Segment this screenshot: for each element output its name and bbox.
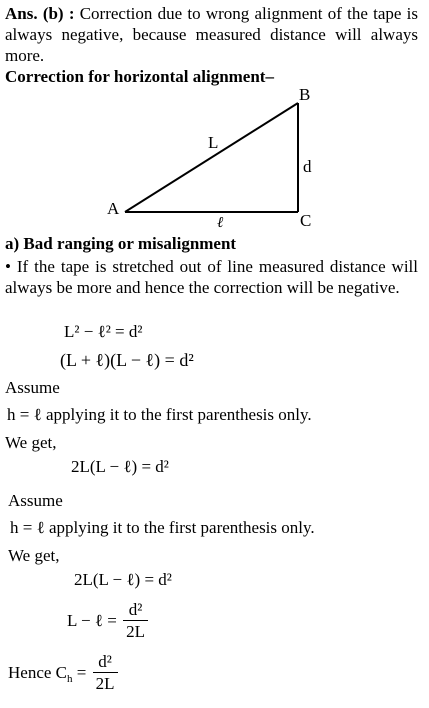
equation-6 bbox=[8, 653, 118, 693]
equation-4: 2L(L − ℓ) = d² bbox=[74, 570, 172, 589]
vertex-label-a: A bbox=[107, 199, 120, 218]
equation-5-numerator: d² bbox=[123, 601, 148, 621]
equation-6-subscript: h bbox=[67, 673, 73, 685]
hypotenuse-label: L bbox=[208, 133, 219, 152]
equation-6-fraction bbox=[93, 653, 118, 693]
heading-horizontal-alignment: Correction for horizontal alignment– bbox=[5, 67, 274, 86]
apply-text-1: h = ℓ applying it to the first parenthesis only. bbox=[7, 405, 312, 424]
equation-3: 2L(L − ℓ) = d² bbox=[71, 457, 169, 476]
vertex-label-c: C bbox=[300, 211, 312, 230]
bullet-paragraph bbox=[5, 256, 418, 298]
we-get-label-1: We get, bbox=[5, 433, 57, 452]
equation-5-denominator: 2L bbox=[126, 622, 145, 641]
answer-prefix: Ans. (b) : bbox=[5, 4, 75, 23]
equation-2: (L + ℓ)(L − ℓ) = d² bbox=[60, 350, 194, 370]
bullet-text: If the tape is stretched out of line measured distance will always be more and hence the correction will be negative. bbox=[5, 257, 418, 297]
equation-5-lhs: L − ℓ = bbox=[67, 611, 117, 630]
apply-text-2: h = ℓ applying it to the first parenthesis only. bbox=[10, 518, 315, 537]
assume-label-1: Assume bbox=[5, 378, 60, 397]
we-get-label-2: We get, bbox=[8, 546, 60, 565]
triangle-diagram bbox=[0, 0, 429, 240]
vertical-side-label: d bbox=[303, 157, 312, 176]
equation-6-numerator: d² bbox=[93, 653, 118, 673]
bullet-symbol: • bbox=[5, 257, 11, 276]
heading-bad-ranging: a) Bad ranging or misalignment bbox=[5, 234, 237, 253]
equation-1: L² − ℓ² = d² bbox=[64, 322, 143, 341]
equation-5-fraction bbox=[123, 601, 148, 641]
answer-text: Correction due to wrong alignment of the tape is always negative, because measured distance will always more. bbox=[5, 4, 418, 65]
hypotenuse-line bbox=[125, 103, 298, 212]
equation-6-lhs bbox=[8, 663, 87, 685]
assume-label-2: Assume bbox=[8, 491, 63, 510]
equation-6-denominator: 2L bbox=[95, 674, 115, 693]
equation-5 bbox=[67, 601, 148, 641]
vertex-label-b: B bbox=[299, 85, 311, 104]
base-label: ℓ bbox=[217, 215, 224, 231]
equation-6-equals: = bbox=[72, 663, 87, 682]
equation-6-hence: Hence C bbox=[8, 663, 68, 682]
